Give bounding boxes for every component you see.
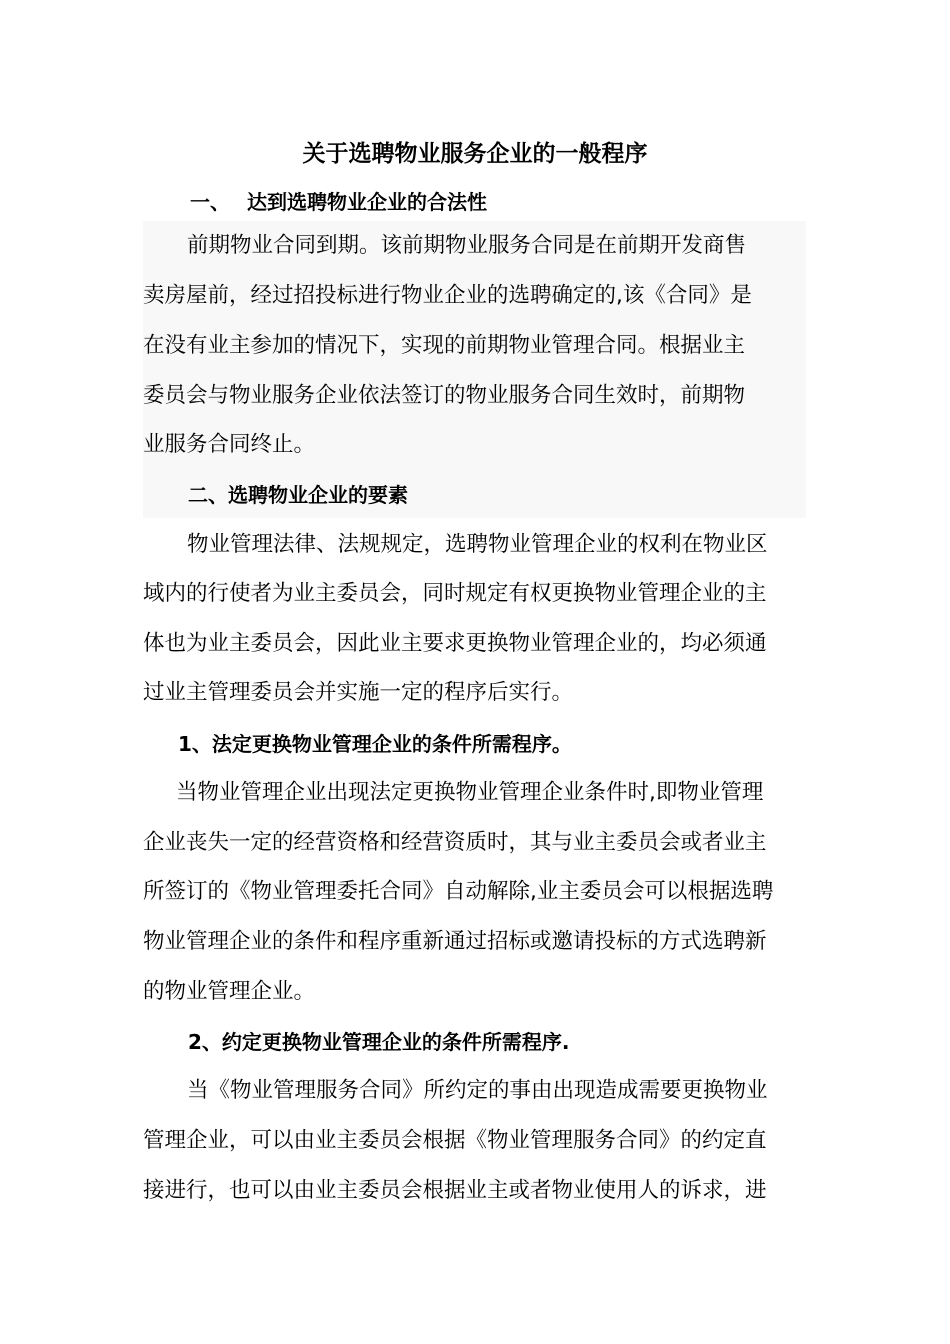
subsection2-line: 管理企业，可以由业主委员会根据《物业管理服务合同》的约定直 <box>143 1128 767 1153</box>
section1-heading-text: 达到选聘物业企业的合法性 <box>247 190 487 214</box>
section1-heading-number: 一、 <box>190 190 230 214</box>
section2-line: 域内的行使者为业主委员会，同时规定有权更换物业管理企业的主 <box>143 581 767 606</box>
subsection1-line: 企业丧失一定的经营资格和经营资质时，其与业主委员会或者业主 <box>143 830 767 855</box>
subsection1-heading: 1、法定更换物业管理企业的条件所需程序。 <box>178 732 572 756</box>
subsection2-line: 接进行，也可以由业主委员会根据业主或者物业使用人的诉求，进 <box>143 1178 767 1203</box>
subsection2-line: 当《物业管理服务合同》所约定的事由出现造成需要更换物业 <box>187 1078 768 1103</box>
subsection1-line: 物业管理企业的条件和程序重新通过招标或邀请投标的方式选聘新 <box>143 929 767 954</box>
section2-line: 物业管理法律、法规规定，选聘物业管理企业的权利在物业区 <box>187 532 768 557</box>
section2-line: 过业主管理委员会并实施一定的程序后实行。 <box>143 680 574 705</box>
subsection1-line: 的物业管理企业。 <box>143 979 316 1004</box>
section1-line: 前期物业合同到期。该前期物业服务合同是在前期开发商售 <box>187 233 747 258</box>
subsection1-line: 所签订的《物业管理委托合同》自动解除,业主委员会可以根据选聘 <box>143 879 774 904</box>
section1-line: 业服务合同终止。 <box>143 432 316 457</box>
document-title: 关于选聘物业服务企业的一般程序 <box>302 141 648 167</box>
section2-heading: 二、选聘物业企业的要素 <box>188 483 408 507</box>
subsection1-line: 当物业管理企业出现法定更换物业管理企业条件时,即物业管理 <box>176 780 764 805</box>
section1-line: 在没有业主参加的情况下，实现的前期物业管理合同。根据业主 <box>143 333 746 358</box>
subsection2-heading: 2、约定更换物业管理企业的条件所需程序. <box>188 1030 570 1054</box>
section1-line: 委员会与物业服务企业依法签订的物业服务合同生效时，前期物 <box>143 383 746 408</box>
section2-line: 体也为业主委员会，因此业主要求更换物业管理企业的，均必须通 <box>143 631 767 656</box>
section1-line: 卖房屋前，经过招投标进行物业企业的选聘确定的,该《合同》是 <box>143 283 752 308</box>
